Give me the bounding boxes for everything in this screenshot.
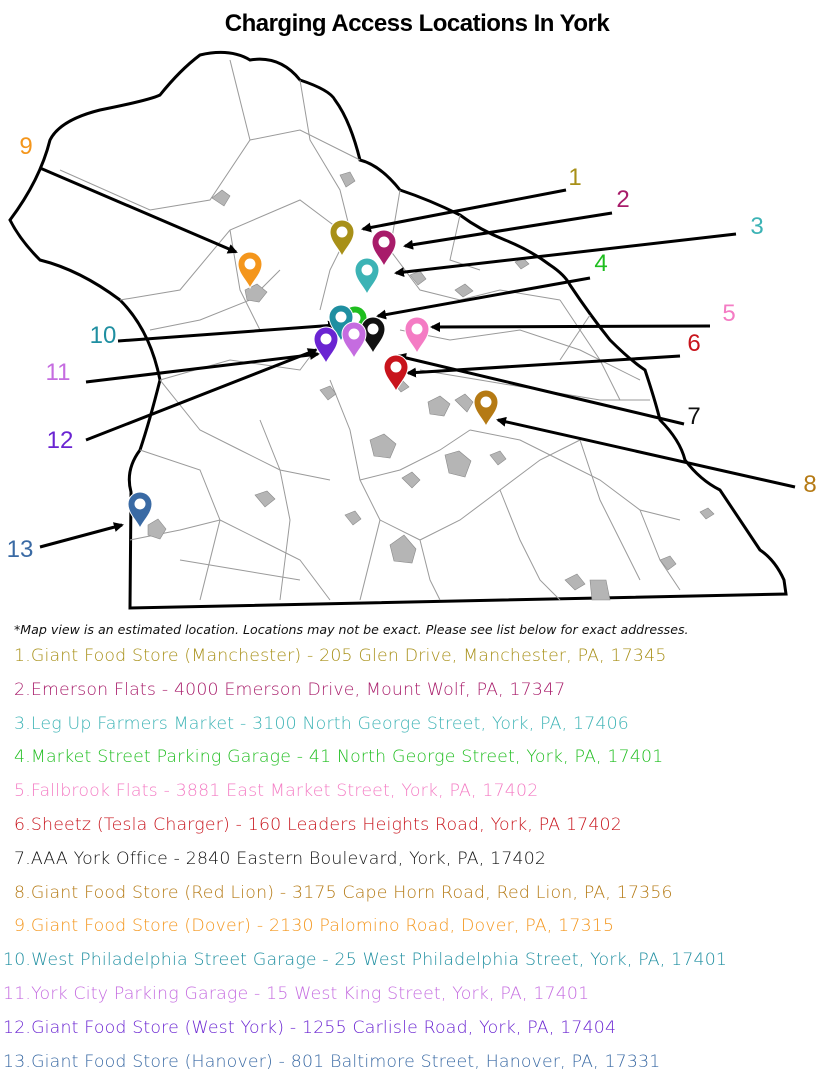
- location-address: - 25 West Philadelphia Street, York, PA, 17401: [316, 950, 728, 971]
- location-name: Leg Up Farmers Market: [30, 713, 235, 734]
- location-name: Sheetz (Tesla Charger): [30, 815, 230, 835]
- location-name: AAA York Office: [30, 848, 168, 869]
- location-name: Giant Food Store (West York): [31, 1017, 285, 1038]
- location-name: Giant Food Store (Hanover): [31, 1051, 273, 1072]
- pin-hole: [368, 324, 379, 335]
- map-label-9: 9: [19, 133, 33, 160]
- location-item: [14, 781, 538, 815]
- arrow-13: [40, 525, 122, 547]
- location-address: - 41 North George Street, York, PA, 17401: [291, 747, 664, 768]
- county-outline: [10, 52, 786, 608]
- location-item: [14, 815, 622, 849]
- location-number: 5.: [14, 781, 31, 802]
- location-number: 1.: [14, 646, 31, 666]
- location-address: - 1255 Carlisle Road, York, PA, 17404: [284, 1017, 617, 1038]
- location-number: 11.: [3, 984, 32, 1004]
- pin-hole: [337, 227, 348, 238]
- location-number: 2.: [14, 679, 31, 700]
- location-item: [3, 984, 589, 1018]
- location-item: [14, 680, 565, 714]
- location-address: - 3175 Cape Horn Road, Red Lion, PA, 17356: [274, 882, 673, 903]
- pin-hole: [391, 362, 402, 373]
- location-address: - 3100 North George Street, York, PA, 17406: [234, 713, 629, 734]
- map-label-8: 8: [803, 471, 817, 498]
- location-item: [3, 950, 727, 984]
- location-address: - 2130 Palomino Road, Dover, PA, 17315: [251, 916, 615, 937]
- location-item: [3, 1018, 616, 1052]
- map-label-1: 1: [568, 164, 582, 191]
- location-item: [14, 849, 546, 883]
- map-label-6: 6: [687, 330, 701, 357]
- location-name: West Philadelphia Street Garage: [31, 950, 317, 971]
- location-name: Giant Food Store (Red Lion): [30, 882, 275, 903]
- pin-hole: [245, 259, 256, 270]
- location-number: 3.: [14, 713, 31, 734]
- location-address: - 2840 Eastern Boulevard, York, PA, 17402: [167, 848, 547, 869]
- location-address: - 205 Glen Drive, Manchester, PA, 17345: [301, 646, 667, 666]
- location-item: [14, 646, 667, 680]
- location-address: - 160 Leaders Heights Road, York, PA 17402: [229, 815, 622, 835]
- location-name: Giant Food Store (Dover): [30, 916, 252, 937]
- map-label-4: 4: [594, 250, 608, 277]
- location-name: Giant Food Store (Manchester): [30, 646, 302, 666]
- location-number: 9.: [14, 916, 31, 937]
- map-label-10: 10: [89, 322, 117, 349]
- location-number: 8.: [14, 882, 31, 903]
- location-name: Fallbrook Flats: [30, 781, 158, 802]
- pin-hole: [362, 265, 373, 276]
- location-number: 4.: [14, 747, 31, 768]
- county-map: [0, 40, 834, 620]
- location-name: Market Street Parking Garage: [30, 747, 292, 768]
- location-address: - 3881 East Market Street, York, PA, 17402: [157, 781, 539, 802]
- location-item: [14, 747, 663, 781]
- pin-hole: [412, 324, 423, 335]
- location-number: 7.: [14, 848, 31, 869]
- location-number: 10.: [3, 950, 32, 971]
- location-item: [14, 916, 614, 950]
- map-label-13: 13: [6, 536, 34, 563]
- disclaimer-note: *Map view is an estimated location. Locations may not be exact. Please see list below for exact addresses.: [14, 622, 689, 637]
- location-number: 6.: [14, 815, 31, 835]
- location-address: - 4000 Emerson Drive, Mount Wolf, PA, 17347: [156, 679, 566, 700]
- pin-hole: [379, 237, 390, 248]
- pin-hole: [336, 312, 347, 323]
- map-label-12: 12: [46, 427, 74, 454]
- location-item: [3, 1052, 660, 1086]
- arrow-5: [432, 326, 710, 327]
- location-number: 12.: [3, 1017, 32, 1038]
- map-label-11: 11: [45, 359, 71, 386]
- page-title: Charging Access Locations In York: [224, 10, 610, 37]
- pin-hole: [481, 397, 492, 408]
- location-name: Emerson Flats: [30, 679, 157, 700]
- pin-hole: [321, 334, 332, 345]
- map-label-7: 7: [687, 403, 701, 430]
- location-item: [14, 883, 673, 917]
- location-item: [14, 714, 629, 748]
- map-label-5: 5: [722, 300, 736, 327]
- pin-hole: [135, 499, 146, 510]
- map-label-2: 2: [616, 186, 630, 213]
- location-address: - 801 Baltimore Street, Hanover, PA, 17331: [272, 1051, 661, 1072]
- map-label-3: 3: [750, 213, 764, 240]
- location-address: - 15 West King Street, York, PA, 17401: [248, 984, 590, 1004]
- location-name: York City Parking Garage: [31, 984, 249, 1004]
- pin-hole: [349, 329, 360, 340]
- location-number: 13.: [3, 1051, 32, 1072]
